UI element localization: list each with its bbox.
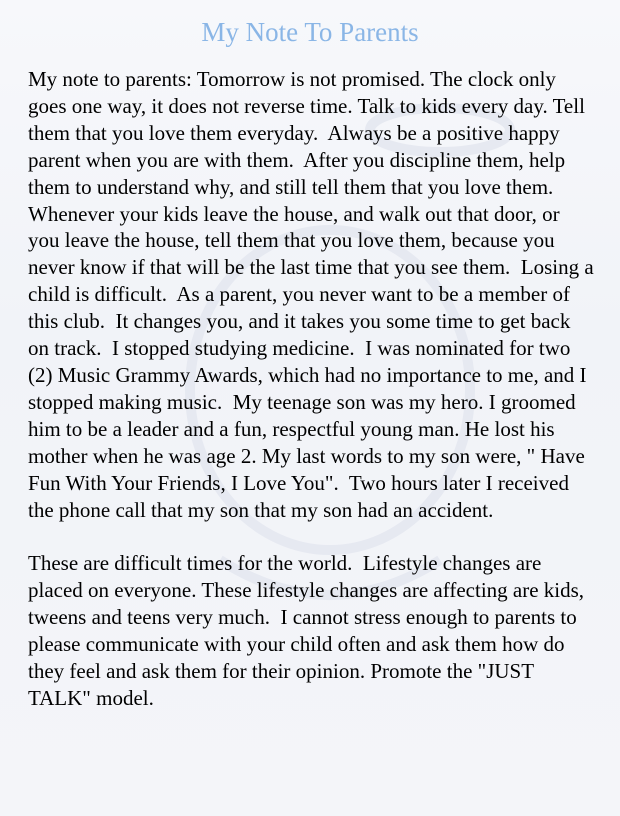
paragraph: These are difficult times for the world. Lifestyle changes are placed on everyone. These lifestyle changes are affecting are kids, tweens and teens very much. I cannot stress enough to parents to please communicate with your child often and ask them how do they feel and ask them for their opinion. Promote the "JUST TALK" model. bbox=[28, 551, 590, 710]
note-body bbox=[28, 66, 599, 712]
page-title: My Note To Parents bbox=[201, 17, 419, 47]
paragraph: My note to parents: Tomorrow is not promised. The clock only goes one way, it does not reverse time. Talk to kids every day. Tell them that you love them everyday. Always be a positive happy parent when you are with them. After you discipline them, help them to understand why, and still tell them that you love them. Whenever your kids leave the house, and walk out that door, or you leave the house, tell them that you love them, because you never know if that will be the last time that you see them. Losing a child is difficult. As a parent, you never want to be a member of this club. It changes you, and it takes you some time to get back on track. I stopped studying medicine. I was nominated for two (2) Music Grammy Awards, which had no importance to me, and I stopped making music. My teenage son was my hero. I groomed him to be a leader and a fun, respectful young man. He lost his mother when he was age 2. My last words to my son were, " Have Fun With Your Friends, I Love You". Two hours later I received the phone call that my son that my son had an accident. bbox=[28, 67, 599, 522]
